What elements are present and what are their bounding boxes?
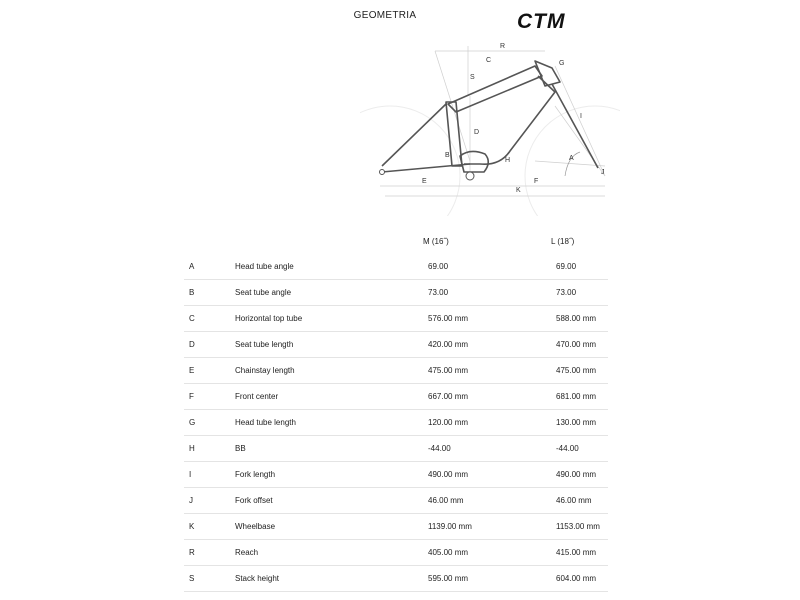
label-r: R <box>500 43 506 50</box>
ctm-logo <box>515 10 607 32</box>
row-key: D <box>184 332 235 358</box>
label-j: J <box>601 169 605 176</box>
row-key: H <box>184 436 235 462</box>
motor <box>460 151 488 172</box>
bike-geometry-diagram <box>360 36 620 216</box>
row-key: J <box>184 488 235 514</box>
row-value-m: 475.00 mm <box>428 358 556 384</box>
row-name: Wheelbase <box>235 514 428 540</box>
rear-axle <box>380 170 385 175</box>
table-row <box>184 462 608 488</box>
row-value-l: 1153.00 mm <box>556 514 608 540</box>
column-header-l: L (18˝) <box>551 237 575 246</box>
row-name: Fork offset <box>235 488 428 514</box>
row-value-m: 46.00 mm <box>428 488 556 514</box>
label-h: H <box>505 157 511 164</box>
row-value-l: 46.00 mm <box>556 488 608 514</box>
row-value-l: 475.00 mm <box>556 358 608 384</box>
row-key: G <box>184 410 235 436</box>
frame-top-tube <box>448 66 542 112</box>
row-name: Stack height <box>235 566 428 592</box>
page-title: GEOMETRIA <box>353 10 417 21</box>
row-value-l: 73.00 <box>556 280 608 306</box>
label-g: G <box>559 60 565 67</box>
frame-head-tube <box>535 61 560 86</box>
label-c: C <box>486 57 492 64</box>
row-name: Seat tube length <box>235 332 428 358</box>
logo-text: CTM <box>517 10 566 32</box>
row-key: S <box>184 566 235 592</box>
row-value-m: 490.00 mm <box>428 462 556 488</box>
row-name: Front center <box>235 384 428 410</box>
table-row <box>184 436 608 462</box>
row-value-m: 1139.00 mm <box>428 514 556 540</box>
row-value-l: 69.00 <box>556 254 608 280</box>
row-key: I <box>184 462 235 488</box>
row-key: R <box>184 540 235 566</box>
label-k: K <box>516 187 521 194</box>
row-key: E <box>184 358 235 384</box>
label-i: I <box>580 113 582 120</box>
row-name: Fork length <box>235 462 428 488</box>
label-f: F <box>534 178 539 185</box>
row-name: Horizontal top tube <box>235 306 428 332</box>
row-value-l: 604.00 mm <box>556 566 608 592</box>
row-value-m: 73.00 <box>428 280 556 306</box>
row-value-m: 667.00 mm <box>428 384 556 410</box>
table-row <box>184 410 608 436</box>
frame-seat-stays <box>382 104 446 166</box>
row-key: K <box>184 514 235 540</box>
row-name: BB <box>235 436 428 462</box>
label-s: S <box>470 74 475 81</box>
row-value-l: 588.00 mm <box>556 306 608 332</box>
row-key: A <box>184 254 235 280</box>
geometry-table <box>184 254 608 592</box>
row-value-l: 681.00 mm <box>556 384 608 410</box>
column-header-m: M (16˝) <box>423 237 449 246</box>
table-row <box>184 332 608 358</box>
row-name: Head tube angle <box>235 254 428 280</box>
table-row <box>184 384 608 410</box>
table-row <box>184 306 608 332</box>
row-value-l: 470.00 mm <box>556 332 608 358</box>
row-value-m: 405.00 mm <box>428 540 556 566</box>
row-name: Head tube length <box>235 410 428 436</box>
label-b: B <box>445 152 450 159</box>
row-value-l: -44.00 <box>556 436 608 462</box>
table-row <box>184 488 608 514</box>
table-row <box>184 358 608 384</box>
bottom-bracket <box>466 172 474 180</box>
row-value-m: 420.00 mm <box>428 332 556 358</box>
table-row <box>184 514 608 540</box>
label-d: D <box>474 129 480 136</box>
row-value-l: 490.00 mm <box>556 462 608 488</box>
rear-wheel <box>360 106 460 216</box>
label-a: A <box>569 155 574 162</box>
row-value-m: 120.00 mm <box>428 410 556 436</box>
row-value-m: -44.00 <box>428 436 556 462</box>
row-value-m: 595.00 mm <box>428 566 556 592</box>
row-name: Chainstay length <box>235 358 428 384</box>
row-key: C <box>184 306 235 332</box>
row-value-l: 415.00 mm <box>556 540 608 566</box>
fork <box>552 84 598 168</box>
row-name: Reach <box>235 540 428 566</box>
label-e: E <box>422 178 427 185</box>
table-row <box>184 254 608 280</box>
row-value-l: 130.00 mm <box>556 410 608 436</box>
row-key: B <box>184 280 235 306</box>
row-value-m: 576.00 mm <box>428 306 556 332</box>
frame-chain-stays <box>382 164 470 172</box>
table-row <box>184 280 608 306</box>
row-name: Seat tube angle <box>235 280 428 306</box>
row-value-m: 69.00 <box>428 254 556 280</box>
row-key: F <box>184 384 235 410</box>
table-row <box>184 540 608 566</box>
table-row <box>184 566 608 592</box>
